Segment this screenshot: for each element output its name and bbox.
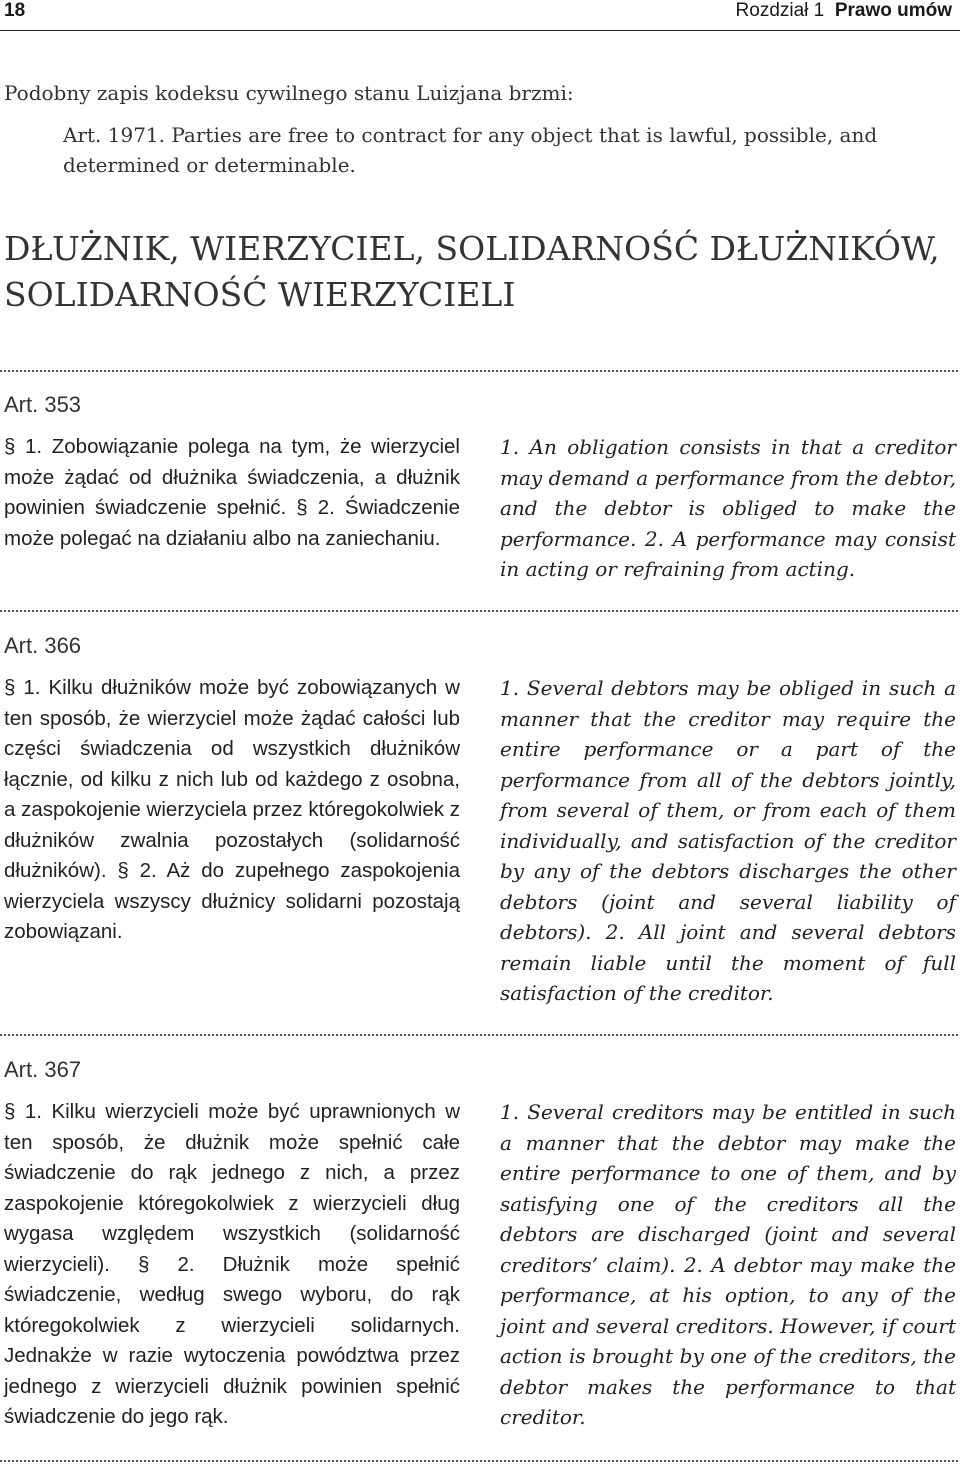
intro-text: Podobny zapis kodeksu cywilnego stanu Luizjana brzmi: [4, 81, 574, 105]
divider [0, 370, 958, 372]
section-heading: DŁUŻNIK, WIERZYCIEL, SOLIDARNOŚĆ DŁUŻNIKÓW, SOLIDARNOŚĆ WIERZYCIELI [4, 229, 940, 314]
article-text-english: 1. Several debtors may be obliged in such a manner that the creditor may require the entire performance or a part of the performance from all of the debtors jointly, from several of them, or from each of them individually, and satisfaction of the creditor by any of the debtors discharges the other debtors (joint and several liability of debtors). 2. All joint and several debtors remain liable until the moment of full satisfaction of the creditor. [500, 676, 956, 1005]
chapter-running-head [736, 0, 952, 22]
divider [0, 1034, 958, 1036]
article-text-english: 1. Several creditors may be entitled in such a manner that the debtor may make the entire performance to one of them, and by satisfying one of the creditors all the debtors are discharged (joint and several creditors’ claim). 2. A debtor may make the performance, at his option, to any of the joint and several creditors. However, if court action is brought by one of the creditors, the debtor makes the performance to that creditor. [500, 1100, 956, 1429]
article-text-polish: § 1. Zobowiązanie polega na tym, że wierzyciel może żądać od dłużnika świadczenia, a dłużnik powinien świadczenie spełnić. § 2. Świadczenie może polegać na działaniu albo na zaniechaniu. [4, 435, 460, 550]
divider [0, 1460, 958, 1462]
louisiana-quote: Art. 1971. Parties are free to contract for any object that is lawful, possible, and determined or determinable. [63, 123, 878, 177]
page-header [0, 0, 960, 31]
article-text-polish: § 1. Kilku dłużników może być zobowiązanych w ten sposób, że wierzyciel może żądać całości lub części świadczenia od wszystkich dłużników łącznie, od kilku z nich lub od każdego z osobna, a zaspokojenie wierzyciela przez któregokolwiek z dłużników zwalnia pozostałych (solidarność dłużników). § 2. Aż do zupełnego zaspokojenia wierzyciela wszyscy dłużnicy solidarni pozostają zobowiązani. [4, 676, 460, 943]
article-text-polish: § 1. Kilku wierzycieli może być uprawnionych w ten sposób, że dłużnik może spełnić całe świadczenie do rąk jednego z nich, a przez zaspokojenie któregokolwiek z wierzycieli dług wygasa względem wszystkich (solidarność wierzycieli). § 2. Dłużnik może spełnić świadczenie, według swego wyboru, do rąk któregokolwiek z wierzycieli solidarnych. Jednakże w razie wytoczenia powództwa przez jednego z wierzycieli dłużnik powinien spełnić świadczenie do jego rąk. [4, 1100, 460, 1428]
chapter-title: Prawo umów [834, 0, 952, 21]
article-label: Art. 353 [4, 392, 82, 417]
article-label: Art. 367 [4, 1057, 82, 1082]
page-number: 18 [4, 0, 26, 21]
article-label: Art. 366 [4, 633, 82, 658]
article-text-english: 1. An obligation consists in that a creditor may demand a performance from the debtor, and the debtor is obliged to make the performance. 2. A performance may consist in acting or refraining from acting. [500, 435, 956, 581]
divider [0, 610, 958, 612]
chapter-prefix: Rozdział 1 [735, 0, 825, 21]
